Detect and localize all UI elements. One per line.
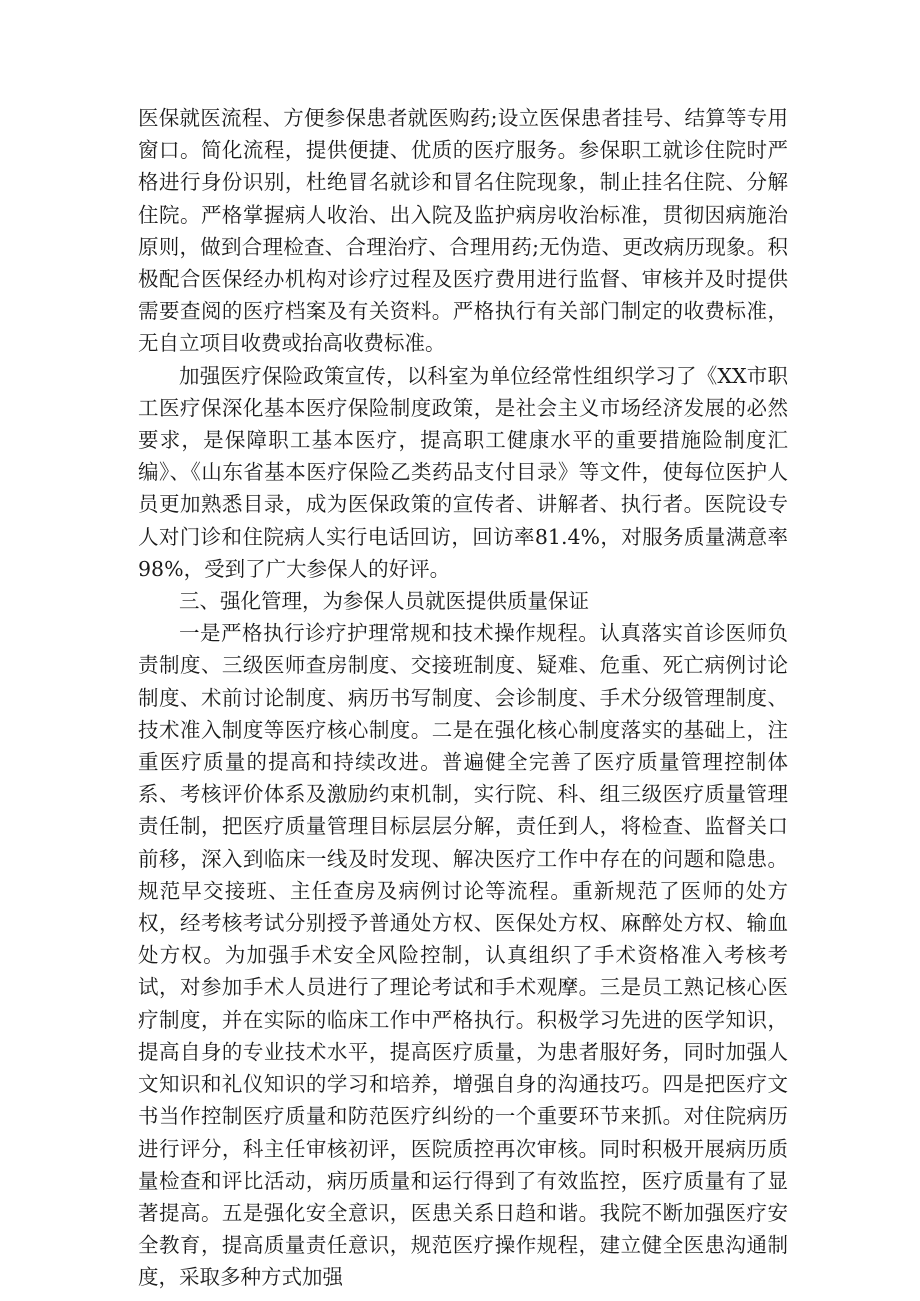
document-page [138,102,788,1294]
paragraph-quality-management: 一是严格执行诊疗护理常规和技术操作规程。认真落实首诊医师负责制度、三级医师查房制度、交接班制度、疑难、危重、死亡病例讨论制度、术前讨论制度、病历书写制度、会诊制度、手术分级管理制度、技术准入制度等医疗核心制度。二是在强化核心制度落实的基础上，注重医疗质量的提高和持续改进。普遍健全完善了医疗质量管理控制体系、考核评价体系及激励约束机制，实行院、科、组三级医疗质量管理责任制，把医疗质量管理目标层层分解，责任到人，将检查、监督关口前移，深入到临床一线及时发现、解决医疗工作中存在的问题和隐患。规范早交接班、主任查房及病例讨论等流程。重新规范了医师的处方权，经考核考试分别授予普通处方权、医保处方权、麻醉处方权、输血处方权。为加强手术安全风险控制，认真组织了手术资格准入考核考试，对参加手术人员进行了理论考试和手术观摩。三是员工熟记核心医疗制度，并在实际的临床工作中严格执行。积极学习先进的医学知识，提高自身的专业技术水平，提高医疗质量，为患者服好务，同时加强人文知识和礼仪知识的学习和培养，增强自身的沟通技巧。四是把医疗文书当作控制医疗质量和防范医疗纠纷的一个重要环节来抓。对住院病历进行评分，科主任审核初评，医院质控再次审核。同时积极开展病历质量检查和评比活动，病历质量和运行得到了有效监控，医疗质量有了显著提高。五是强化安全意识，医患关系日趋和谐。我院不断加强医疗安全教育，提高质量责任意识，规范医疗操作规程，建立健全医患沟通制度，采取多种方式加强 [138,621,788,1290]
paragraph-policy-publicity: 加强医疗保险政策宣传，以科室为单位经常性组织学习了《XX市职工医疗保深化基本医疗保险制度政策，是社会主义市场经济发展的必然要求，是保障职工基本医疗，提高职工健康水平的重要措施险制度汇编》、《山东省基本医疗保险乙类药品支付目录》等文件，使每位医护人员更加熟悉目录，成为医保政策的宣传者、讲解者、执行者。医院设专人对门诊和住院病人实行电话回访，回访率81.4%，对服务质量满意率98%，受到了广大参保人的好评。 [138,363,788,581]
section-heading-3: 三、强化管理，为参保人员就医提供质量保证 [179,589,589,614]
paragraph-continuation: 医保就医流程、方便参保患者就医购药;设立医保患者挂号、结算等专用窗口。简化流程，提供便捷、优质的医疗服务。参保职工就诊住院时严格进行身份识别，杜绝冒名就诊和冒名住院现象，制止挂名住院、分解住院。严格掌握病人收治、出入院及监护病房收治标准，贯彻因病施治原则，做到合理检查、合理治疗、合理用药;无伪造、更改病历现象。积极配合医保经办机构对诊疗过程及医疗费用进行监督、审核并及时提供需要查阅的医疗档案及有关资料。严格执行有关部门制定的收费标准，无自立项目收费或抬高收费标准。 [138,106,788,356]
